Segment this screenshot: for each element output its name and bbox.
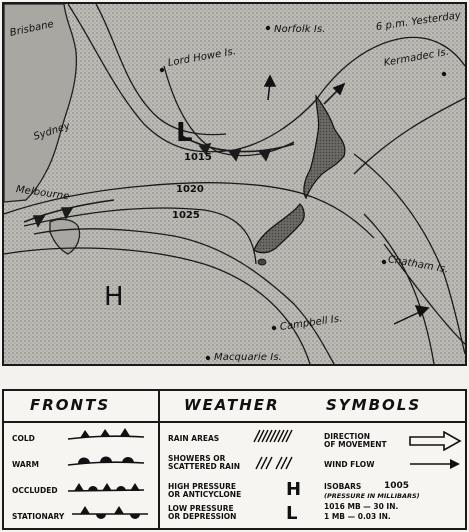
dot-norfolk [266, 26, 270, 30]
legend-box [2, 389, 467, 530]
isobars-value: 1005 [384, 481, 410, 491]
conversion-line1: 1016 MB — 30 IN. [324, 502, 399, 511]
showers-label-line2: SCATTERED RAIN [168, 462, 241, 471]
wind-flow-arrow-icon [408, 457, 462, 471]
high-pressure-label-line1: HIGH PRESSURE [168, 482, 236, 491]
isobar-label-1025: 1025 [172, 210, 200, 221]
conversion-line2: 1 MB — 0.03 IN. [324, 512, 391, 521]
dot-lord-howe [160, 68, 164, 72]
direction-label-line1: DIRECTION [324, 432, 370, 441]
warm-front-symbol [66, 453, 146, 469]
occluded-front-symbol [66, 479, 146, 495]
label-yesterday: 6 p.m. Yesterday [375, 10, 462, 33]
isobar-label-1015: 1015 [184, 152, 212, 163]
legend-divider-vertical [158, 391, 160, 528]
low-pressure-label-line2: OR DEPRESSION [168, 512, 237, 521]
low-pressure-mark: L [176, 118, 193, 148]
rain-areas-label: RAIN AREAS [168, 434, 220, 443]
legend-divider-horizontal [4, 421, 465, 423]
fronts-heading: FRONTS [30, 396, 111, 414]
label-brisbane: Brisbane [8, 18, 55, 39]
label-melbourne: Melbourne [15, 184, 71, 203]
isobars-note: (PRESSURE IN MILLIBARS) [324, 492, 420, 500]
high-pressure-label-line2: OR ANTICYCLONE [168, 490, 242, 499]
high-pressure-symbol: H [286, 479, 302, 500]
stationary-front-symbol [70, 505, 150, 523]
dot-campbell [272, 326, 276, 330]
dot-chatham [382, 260, 386, 264]
label-chatham: Chatham Is. [387, 254, 450, 276]
showers-label-line1: SHOWERS OR [168, 454, 226, 463]
wind-flow-label: WIND FLOW [324, 460, 375, 469]
label-norfolk: Norfolk Is. [274, 24, 326, 35]
stewart-island [258, 259, 266, 265]
dot-kermadec [442, 72, 446, 76]
front-stationary-label: STATIONARY [12, 512, 65, 521]
isobar-label-1020: 1020 [176, 184, 204, 195]
direction-label-line2: OF MOVEMENT [324, 440, 387, 449]
label-sydney: Sydney [32, 120, 72, 143]
label-kermadec: Kermadec Is. [383, 46, 451, 69]
showers-symbol [254, 455, 294, 471]
high-pressure-mark: H [104, 282, 124, 312]
low-pressure-symbol: L [286, 503, 298, 524]
cold-front-symbol [66, 427, 146, 443]
symbols-heading: SYMBOLS [326, 396, 422, 414]
front-warm-label: WARM [12, 460, 39, 469]
dot-macquarie [206, 356, 210, 360]
label-campbell: Campbell Is. [279, 313, 344, 333]
label-macquarie: Macquarie Is. [214, 352, 282, 363]
isobars-label: ISOBARS [324, 482, 362, 491]
direction-arrow-icon [408, 431, 462, 451]
front-cold-label: COLD [12, 434, 35, 443]
front-occluded-label: OCCLUDED [12, 486, 58, 495]
weather-map [2, 2, 467, 366]
label-lord-howe: Lord Howe Is. [167, 46, 238, 69]
rain-areas-symbol [252, 429, 294, 443]
weather-heading: WEATHER [184, 396, 280, 414]
low-pressure-label-line1: LOW PRESSURE [168, 504, 234, 513]
